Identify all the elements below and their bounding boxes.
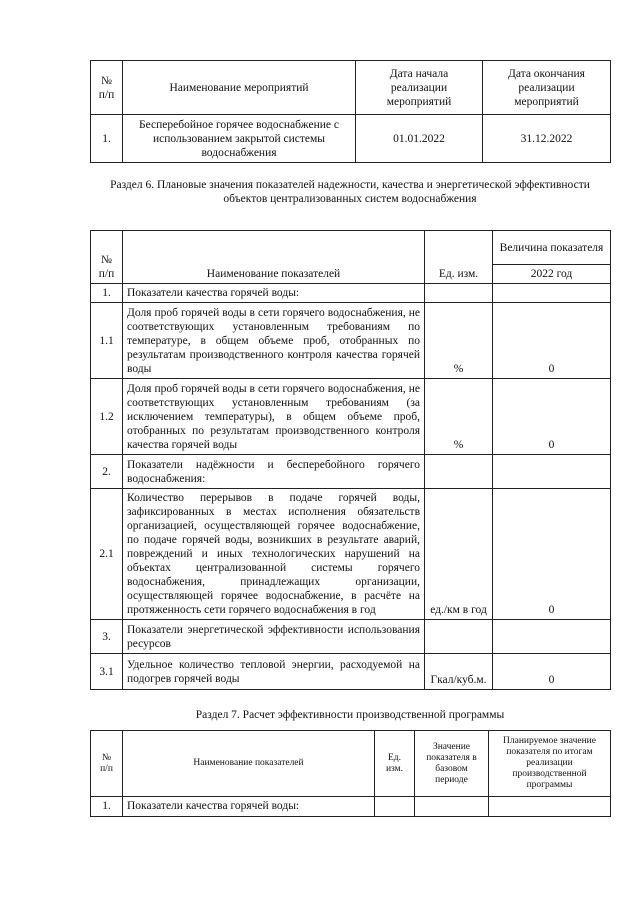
header-indicator-name: Наименование показателей	[123, 731, 375, 797]
cell-indicator-name: Удельное количество тепловой энергии, расходуемой на подогрев горячей воды	[123, 654, 425, 690]
table-row	[91, 303, 611, 379]
table-row	[91, 797, 611, 817]
cell-indicator-name: Показатели надёжности и бесперебойного горячего водоснабжения:	[123, 455, 425, 489]
header-num: № п/п	[91, 731, 123, 797]
header-measure-name: Наименование мероприятий	[123, 61, 356, 115]
section7-title: Раздел 7. Расчет эффективности производственной программы	[195, 709, 505, 721]
header-start-date: Дата начала реализации мероприятий	[356, 61, 483, 115]
efficiency-table	[90, 730, 611, 817]
cell-start-date: 01.01.2022	[356, 115, 483, 163]
cell-num: 1.	[91, 115, 123, 163]
header-value-group: Величина показателя	[493, 231, 611, 265]
measures-table	[90, 60, 611, 163]
cell-value	[493, 284, 611, 303]
header-base-value: Значение показателя в базовом периоде	[415, 731, 489, 797]
section6-title: Раздел 6. Плановые значения показателей надежности, качества и энергетической эффективности объектов централизованных систем водоснабжения	[110, 179, 590, 205]
cell-num: 2.	[91, 455, 123, 489]
cell-num: 1.	[91, 797, 123, 817]
cell-value	[493, 620, 611, 654]
cell-planned-value	[489, 797, 611, 817]
cell-value: 0	[493, 303, 611, 379]
header-indicator-name: Наименование показателей	[123, 231, 425, 284]
header-unit: Ед. изм.	[375, 731, 415, 797]
cell-indicator-name: Доля проб горячей воды в сети горячего водоснабжения, не соответствующих установленным требованиям по температуре, в общем объеме проб, отобранных по результатам производственного контроля качества горячей воды	[123, 303, 425, 379]
cell-unit: %	[425, 379, 493, 455]
cell-value: 0	[493, 379, 611, 455]
header-year: 2022 год	[493, 265, 611, 284]
cell-indicator-name: Показатели качества горячей воды:	[123, 284, 425, 303]
cell-num: 2.1	[91, 489, 123, 620]
cell-indicator-name: Показатели энергетической эффективности использования ресурсов	[123, 620, 425, 654]
header-num: № п/п	[91, 61, 123, 115]
cell-indicator-name: Количество перерывов в подаче горячей воды, зафиксированных в местах исполнения обязательств организацией, осуществляющей горячее водоснабжение, по подаче горячей воды, возникших в результате аварий, повреждений и иных технологических нарушений на объектах централизованной системы горячего водоснабжения, принадлежащих организации, осуществляющей горячее водоснабжение, в расчёте на протяженность сети горячего водоснабжения в год	[123, 489, 425, 620]
cell-unit	[375, 797, 415, 817]
cell-value	[493, 455, 611, 489]
table-row	[91, 455, 611, 489]
table-row	[91, 620, 611, 654]
table-row	[91, 379, 611, 455]
cell-unit	[425, 284, 493, 303]
cell-unit: ед./км в год	[425, 489, 493, 620]
cell-unit	[425, 620, 493, 654]
table-row	[91, 284, 611, 303]
cell-num: 1.2	[91, 379, 123, 455]
cell-num: 3.1	[91, 654, 123, 690]
cell-unit: Гкал/куб.м.	[425, 654, 493, 690]
cell-value: 0	[493, 654, 611, 690]
cell-value: 0	[493, 489, 611, 620]
indicators-table	[90, 230, 611, 690]
cell-indicator-name: Показатели качества горячей воды:	[123, 797, 375, 817]
cell-end-date: 31.12.2022	[483, 115, 611, 163]
cell-num: 1.	[91, 284, 123, 303]
cell-unit: %	[425, 303, 493, 379]
header-planned-value: Планируемое значение показателя по итогам реализации производственной программы	[489, 731, 611, 797]
cell-unit	[425, 455, 493, 489]
table-row	[91, 489, 611, 620]
cell-measure-name: Бесперебойное горячее водоснабжение с использованием закрытой системы водоснабжения	[123, 115, 356, 163]
cell-num: 3.	[91, 620, 123, 654]
table-row	[91, 654, 611, 690]
cell-indicator-name: Доля проб горячей воды в сети горячего водоснабжения, не соответствующих установленным требованиям (за исключением температуры), в общем объеме проб, отобранных по результатам производственного контроля качества горячей воды	[123, 379, 425, 455]
header-unit: Ед. изм.	[425, 231, 493, 284]
header-end-date: Дата окончания реализации мероприятий	[483, 61, 611, 115]
cell-num: 1.1	[91, 303, 123, 379]
cell-base-value	[415, 797, 489, 817]
header-num: № п/п	[91, 231, 123, 284]
table-row	[91, 115, 611, 163]
